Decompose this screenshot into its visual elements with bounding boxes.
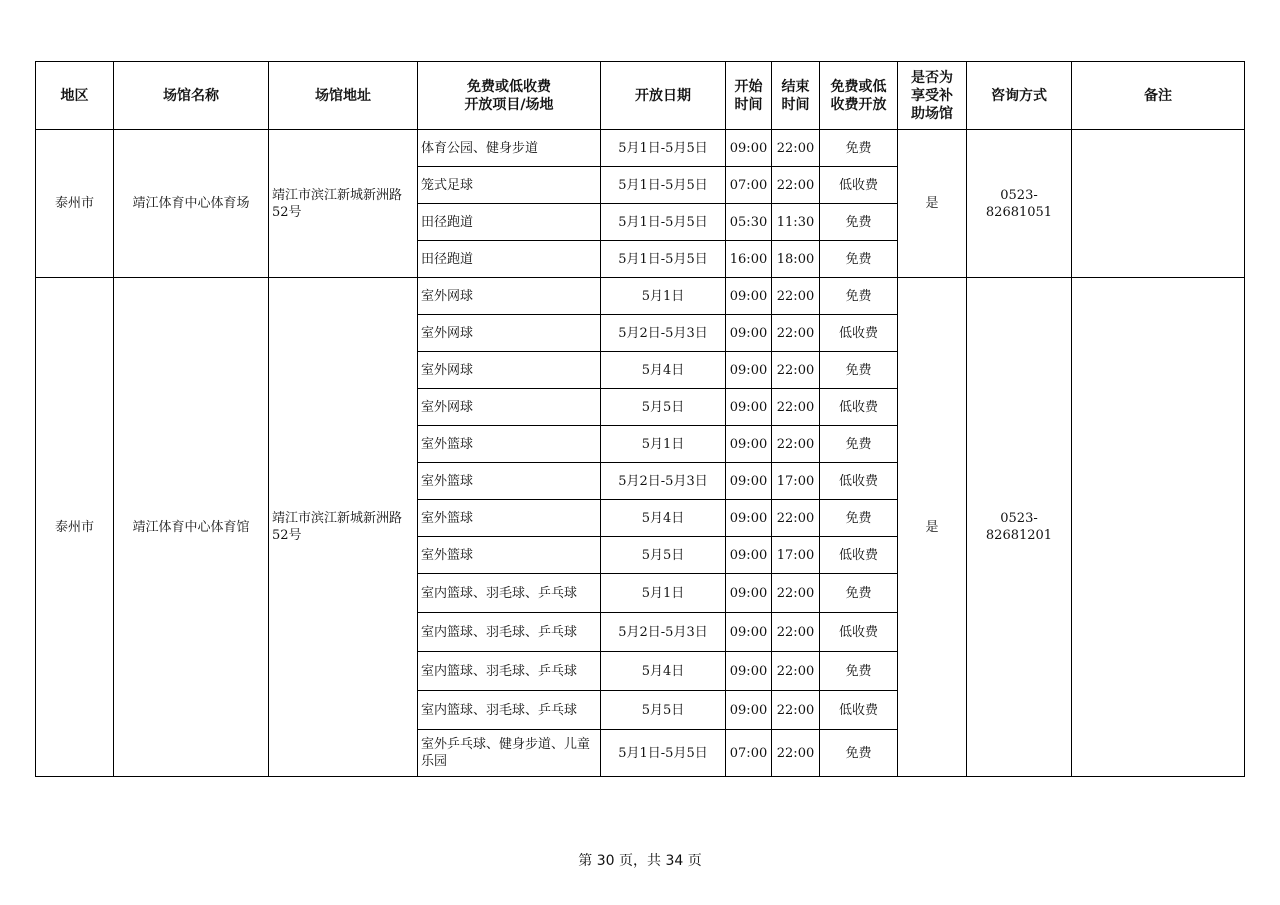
start-time-cell: 09:00 xyxy=(726,130,772,167)
end-time-cell: 17:00 xyxy=(772,463,820,500)
fee-type-cell: 低收费 xyxy=(820,691,898,730)
header-open-date: 开放日期 xyxy=(601,62,726,130)
header-start-time xyxy=(726,62,772,130)
end-time-cell: 22:00 xyxy=(772,613,820,652)
item-cell: 室内篮球、羽毛球、乒乓球 xyxy=(418,691,601,730)
end-time-cell: 22:00 xyxy=(772,130,820,167)
open-date-cell: 5月5日 xyxy=(601,389,726,426)
open-date-cell: 5月2日-5月3日 xyxy=(601,463,726,500)
end-time-cell: 11:30 xyxy=(772,204,820,241)
region-cell: 泰州市 xyxy=(36,130,114,278)
open-date-cell: 5月5日 xyxy=(601,537,726,574)
start-time-cell: 05:30 xyxy=(726,204,772,241)
header-start-line2: 时间 xyxy=(734,96,763,113)
fee-type-cell: 低收费 xyxy=(820,463,898,500)
start-time-cell: 09:00 xyxy=(726,574,772,613)
item-cell: 室外网球 xyxy=(418,352,601,389)
venue-address-cell: 靖江市滨江新城新洲路52号 xyxy=(269,130,418,278)
fee-type-cell: 免费 xyxy=(820,574,898,613)
open-date-cell: 5月1日-5月5日 xyxy=(601,730,726,777)
item-cell: 室外篮球 xyxy=(418,500,601,537)
header-end-line1: 结束 xyxy=(781,78,810,95)
fee-type-cell: 低收费 xyxy=(820,613,898,652)
fee-type-cell: 免费 xyxy=(820,500,898,537)
end-time-cell: 22:00 xyxy=(772,167,820,204)
contact-cell: 0523-82681051 xyxy=(967,130,1072,278)
fee-type-cell: 免费 xyxy=(820,278,898,315)
end-time-cell: 22:00 xyxy=(772,278,820,315)
header-subsidized xyxy=(898,62,967,130)
item-cell: 室外乒乓球、健身步道、儿童乐园 xyxy=(418,730,601,777)
end-time-cell: 22:00 xyxy=(772,500,820,537)
subsidized-cell: 是 xyxy=(898,278,967,777)
end-time-cell: 22:00 xyxy=(772,652,820,691)
open-date-cell: 5月1日-5月5日 xyxy=(601,130,726,167)
open-date-cell: 5月2日-5月3日 xyxy=(601,315,726,352)
start-time-cell: 09:00 xyxy=(726,426,772,463)
header-end-line2: 时间 xyxy=(781,96,810,113)
start-time-cell: 09:00 xyxy=(726,613,772,652)
end-time-cell: 22:00 xyxy=(772,730,820,777)
open-date-cell: 5月4日 xyxy=(601,500,726,537)
item-cell: 田径跑道 xyxy=(418,204,601,241)
end-time-cell: 18:00 xyxy=(772,241,820,278)
remark-cell xyxy=(1072,278,1245,777)
fee-type-cell: 低收费 xyxy=(820,167,898,204)
header-fee-line1: 免费或低 xyxy=(830,78,887,95)
fee-type-cell: 免费 xyxy=(820,204,898,241)
header-item-line1: 免费或低收费 xyxy=(467,78,551,95)
item-cell: 室内篮球、羽毛球、乒乓球 xyxy=(418,574,601,613)
start-time-cell: 09:00 xyxy=(726,315,772,352)
item-cell: 笼式足球 xyxy=(418,167,601,204)
header-region: 地区 xyxy=(36,62,114,130)
fee-type-cell: 低收费 xyxy=(820,537,898,574)
fee-type-cell: 低收费 xyxy=(820,315,898,352)
fee-type-cell: 免费 xyxy=(820,130,898,167)
header-fee-type xyxy=(820,62,898,130)
remark-cell xyxy=(1072,130,1245,278)
open-date-cell: 5月1日-5月5日 xyxy=(601,204,726,241)
end-time-cell: 22:00 xyxy=(772,426,820,463)
start-time-cell: 09:00 xyxy=(726,352,772,389)
table-row xyxy=(36,278,1245,315)
table-row xyxy=(36,130,1245,167)
start-time-cell: 07:00 xyxy=(726,167,772,204)
header-end-time xyxy=(772,62,820,130)
open-date-cell: 5月5日 xyxy=(601,691,726,730)
end-time-cell: 22:00 xyxy=(772,389,820,426)
open-date-cell: 5月1日-5月5日 xyxy=(601,167,726,204)
open-date-cell: 5月1日 xyxy=(601,426,726,463)
start-time-cell: 09:00 xyxy=(726,389,772,426)
start-time-cell: 07:00 xyxy=(726,730,772,777)
item-cell: 体育公园、健身步道 xyxy=(418,130,601,167)
item-cell: 室外网球 xyxy=(418,315,601,352)
end-time-cell: 17:00 xyxy=(772,537,820,574)
header-subsidy-line1: 是否为 xyxy=(911,69,953,86)
end-time-cell: 22:00 xyxy=(772,352,820,389)
open-date-cell: 5月1日-5月5日 xyxy=(601,241,726,278)
venue-address-cell: 靖江市滨江新城新洲路52号 xyxy=(269,278,418,777)
header-contact: 咨询方式 xyxy=(967,62,1072,130)
item-cell: 室外篮球 xyxy=(418,426,601,463)
header-remark: 备注 xyxy=(1072,62,1245,130)
fee-type-cell: 免费 xyxy=(820,730,898,777)
venue-name-cell: 靖江体育中心体育场 xyxy=(114,130,269,278)
header-item-line2: 开放项目/场地 xyxy=(464,96,554,113)
header-fee-line2: 收费开放 xyxy=(830,96,887,113)
subsidized-cell: 是 xyxy=(898,130,967,278)
item-cell: 室内篮球、羽毛球、乒乓球 xyxy=(418,652,601,691)
header-subsidy-line3: 助场馆 xyxy=(911,105,953,122)
open-date-cell: 5月1日 xyxy=(601,574,726,613)
item-cell: 室外网球 xyxy=(418,278,601,315)
open-date-cell: 5月2日-5月3日 xyxy=(601,613,726,652)
venue-table xyxy=(35,61,1245,777)
header-start-line1: 开始 xyxy=(734,78,763,95)
start-time-cell: 16:00 xyxy=(726,241,772,278)
fee-type-cell: 免费 xyxy=(820,652,898,691)
header-subsidy-line2: 享受补 xyxy=(911,87,953,104)
item-cell: 田径跑道 xyxy=(418,241,601,278)
open-date-cell: 5月4日 xyxy=(601,652,726,691)
page-footer: 第 30 页，共 34 页 xyxy=(578,853,702,869)
fee-type-cell: 免费 xyxy=(820,352,898,389)
header-venue-address: 场馆地址 xyxy=(269,62,418,130)
start-time-cell: 09:00 xyxy=(726,537,772,574)
region-cell: 泰州市 xyxy=(36,278,114,777)
end-time-cell: 22:00 xyxy=(772,574,820,613)
open-date-cell: 5月1日 xyxy=(601,278,726,315)
fee-type-cell: 免费 xyxy=(820,241,898,278)
item-cell: 室外篮球 xyxy=(418,537,601,574)
venue-name-cell: 靖江体育中心体育馆 xyxy=(114,278,269,777)
start-time-cell: 09:00 xyxy=(726,691,772,730)
end-time-cell: 22:00 xyxy=(772,315,820,352)
start-time-cell: 09:00 xyxy=(726,278,772,315)
fee-type-cell: 免费 xyxy=(820,426,898,463)
end-time-cell: 22:00 xyxy=(772,691,820,730)
header-venue-name: 场馆名称 xyxy=(114,62,269,130)
start-time-cell: 09:00 xyxy=(726,652,772,691)
open-date-cell: 5月4日 xyxy=(601,352,726,389)
item-cell: 室外篮球 xyxy=(418,463,601,500)
fee-type-cell: 低收费 xyxy=(820,389,898,426)
header-item xyxy=(418,62,601,130)
item-cell: 室内篮球、羽毛球、乒乓球 xyxy=(418,613,601,652)
contact-cell: 0523-82681201 xyxy=(967,278,1072,777)
start-time-cell: 09:00 xyxy=(726,463,772,500)
item-cell: 室外网球 xyxy=(418,389,601,426)
table-body xyxy=(36,130,1245,777)
start-time-cell: 09:00 xyxy=(726,500,772,537)
